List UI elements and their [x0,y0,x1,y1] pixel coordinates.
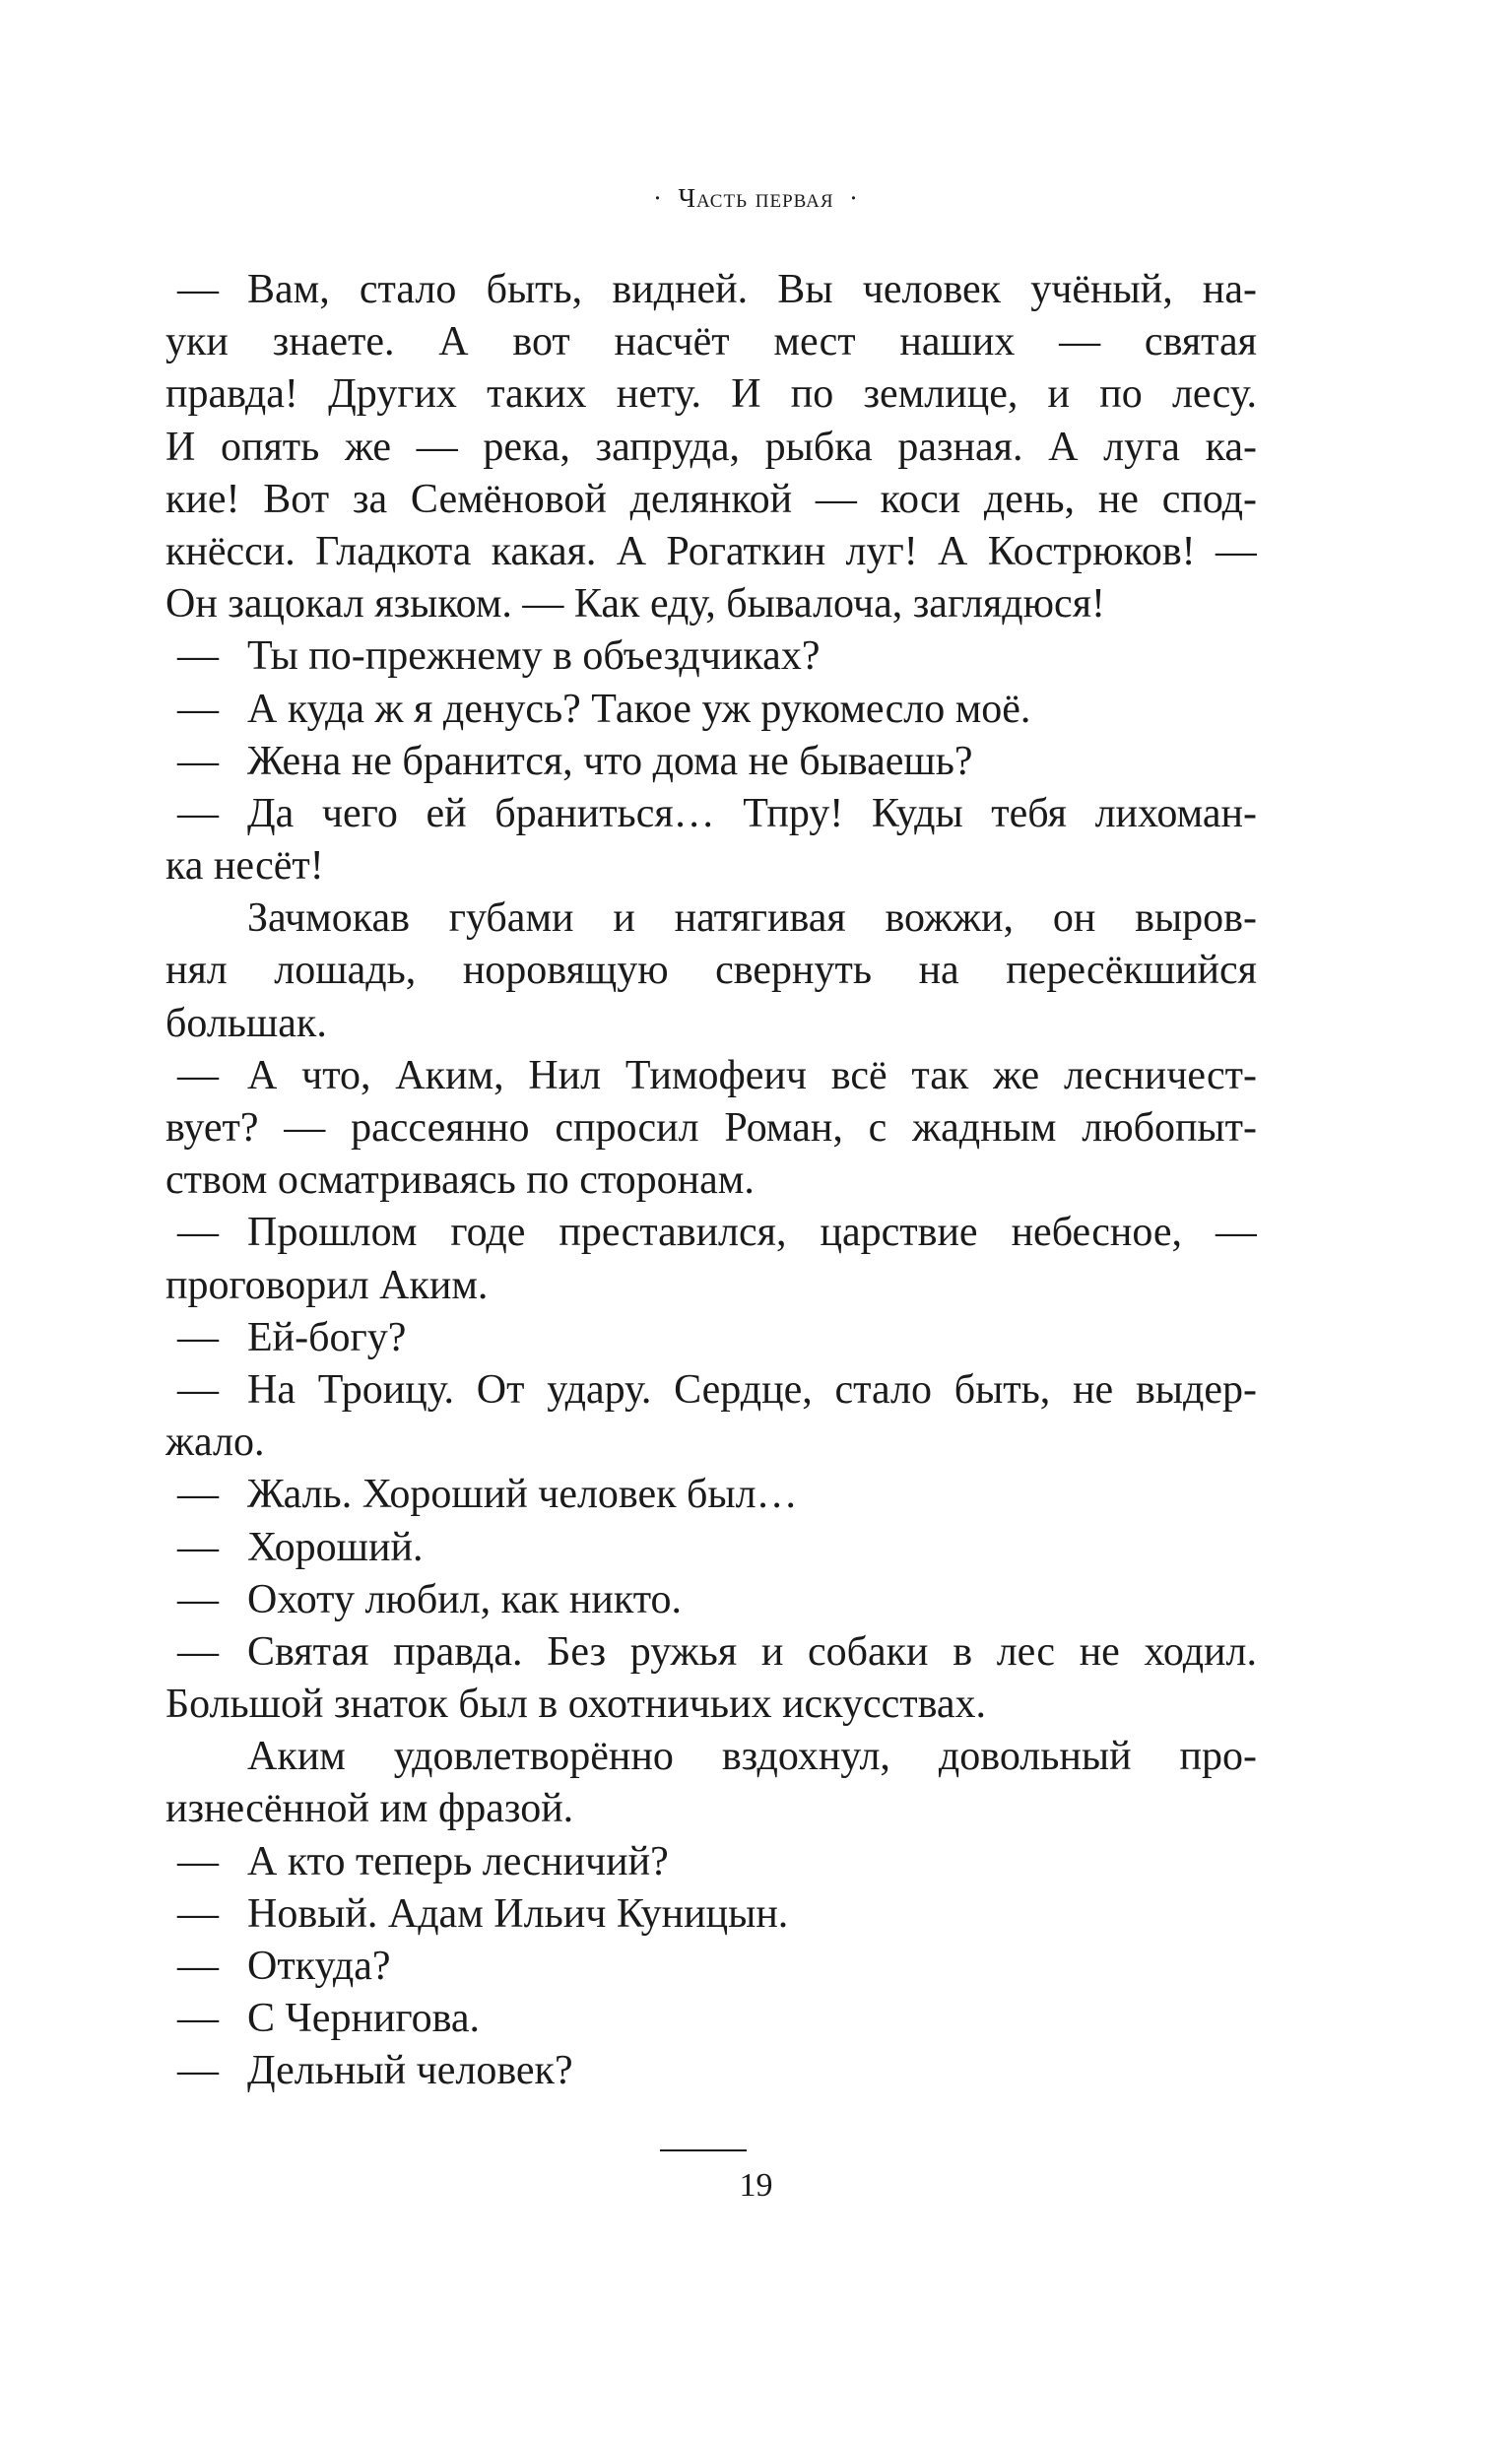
line-text: А кто теперь лесничий? [247,1838,669,1884]
line-text: Он зацокал языком. — Как еду, бывалоча, заглядюся! [165,581,1106,627]
dialogue-dash: — [177,633,219,680]
text-line [165,1888,1257,1941]
line-text: А куда ж я денусь? Такое уж рукомесло моё. [247,686,1031,732]
text-line [165,1260,1257,1312]
folio-rule [660,2149,747,2151]
line-text: Новый. Адам Ильич Куницын. [247,1890,789,1937]
dialogue-dash: — [177,790,219,836]
page-number: 19 [739,2167,773,2204]
dialogue-dash: — [177,267,219,312]
text-line [165,630,1257,683]
line-text: С Чернигова. [247,1996,481,2042]
dialogue-dash: — [177,1314,219,1360]
text-line [165,1679,1257,1731]
ornament-left: · [652,183,663,213]
text-line [165,2045,1257,2097]
dialogue-dash: — [177,1944,219,1989]
text-line [165,578,1257,630]
text-line [165,1364,1257,1417]
text-line [165,1522,1257,1574]
line-text: изнесённой им фразой. [165,1786,574,1832]
line-text: кнёсси. Гладкота какая. А Рогаткин луг! А Кострюков! — [165,528,1257,574]
text-line [165,474,1257,526]
line-text: большак. [165,1000,327,1046]
dialogue-dash: — [177,1366,219,1413]
body-text [165,264,1257,2098]
line-text: правда! Других таких нету. И по землице, и по лесу. [165,371,1257,418]
dialogue-dash: — [177,1472,219,1518]
dialogue-dash: — [177,1524,219,1570]
dialogue-dash: — [177,1576,219,1622]
line-text: нял лошадь, норовящую свернуть на пересёкшийся [165,948,1257,994]
text-line [165,945,1257,997]
text-line [165,1783,1257,1835]
line-text: Жаль. Хороший человек был… [247,1472,798,1518]
dialogue-dash: — [177,686,219,732]
line-text: Большой знаток был в охотничьих искусствах. [165,1682,987,1728]
line-text: И опять же — река, запруда, рыбка разная. А луга ка- [165,424,1257,470]
dialogue-dash: — [177,2048,219,2094]
line-text: ка несёт! [165,843,324,890]
line-text: Хороший. [247,1524,424,1570]
line-text: жало. [165,1420,265,1466]
line-text: Зачмокав губами и натягивая вожжи, он выров- [247,895,1257,942]
text-line [165,368,1257,421]
line-text: Жена не бранится, что дома не бываешь? [247,738,973,784]
text-line [165,840,1257,892]
line-text: Ей-богу? [247,1314,407,1360]
text-line [165,1993,1257,2045]
running-head [0,183,1512,214]
ornament-right: · [849,183,860,213]
paragraph-indent [165,1731,247,1783]
line-text: Дельный человек? [247,2048,573,2094]
text-line [165,736,1257,788]
text-line [165,1050,1257,1102]
dialogue-dash: — [177,1210,219,1256]
text-line [165,1731,1257,1783]
line-text: Святая правда. Без ружья и собаки в лес не ходил. [247,1628,1257,1675]
dialogue-dash: — [177,1838,219,1884]
text-line [165,422,1257,474]
paragraph-indent [165,892,247,945]
text-line [165,264,1257,316]
line-text: кие! Вот за Семёновой делянкой — коси день, не спод- [165,476,1257,522]
text-line [165,1312,1257,1364]
text-line [165,1836,1257,1888]
text-line [165,1155,1257,1207]
line-text: Прошлом годе преставился, царствие небесное, — [247,1210,1257,1256]
line-text: Ты по-прежнему в объездчиках? [247,633,821,680]
text-line [165,1102,1257,1155]
text-line [165,1574,1257,1626]
text-line [165,1941,1257,1993]
dialogue-dash: — [177,1052,219,1098]
running-head-title: Часть первая [678,183,834,213]
line-text: вует? — рассеянно спросил Роман, с жадным любопыт- [165,1105,1257,1151]
dialogue-dash: — [177,738,219,784]
dialogue-dash: — [177,1628,219,1675]
line-text: Вам, стало быть, видней. Вы человек учёный, на- [247,267,1257,312]
text-line [165,1417,1257,1469]
line-text: На Троицу. От удару. Сердце, стало быть, не выдер- [247,1366,1257,1413]
line-text: проговорил Аким. [165,1262,489,1308]
line-text: Откуда? [247,1944,391,1989]
line-text: А что, Аким, Нил Тимофеич всё так же лесничест- [247,1052,1257,1098]
text-line [165,998,1257,1050]
text-line [165,788,1257,840]
text-line [165,892,1257,945]
line-text: уки знаете. А вот насчёт мест наших — святая [165,319,1257,365]
line-text: Охоту любил, как никто. [247,1576,683,1622]
text-line [165,684,1257,736]
line-text: ством осматриваясь по сторонам. [165,1157,755,1204]
line-text: Да чего ей браниться… Тпру! Куды тебя лихоман- [247,790,1257,836]
line-text: Аким удовлетворённо вздохнул, довольный про- [247,1734,1257,1780]
text-line [165,1469,1257,1521]
text-line [165,1626,1257,1679]
dialogue-dash: — [177,1890,219,1937]
text-line [165,526,1257,578]
dialogue-dash: — [177,1996,219,2042]
text-line [165,1207,1257,1259]
text-line [165,316,1257,368]
